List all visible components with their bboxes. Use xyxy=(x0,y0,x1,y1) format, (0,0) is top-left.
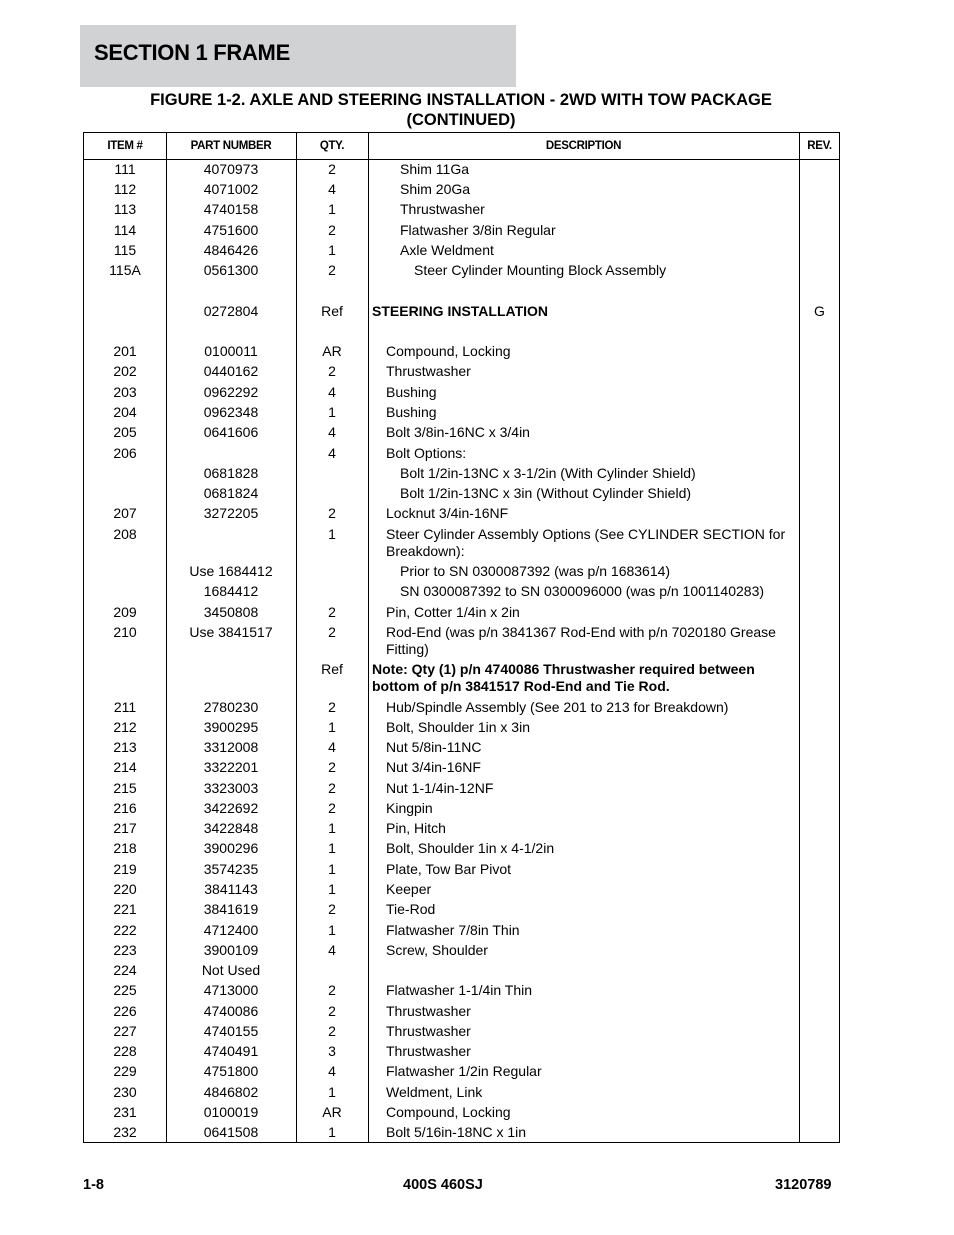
part-number-cell: 0962292 xyxy=(203,384,259,400)
description-cell: Thrustwasher xyxy=(386,363,471,379)
item-cell: 215 xyxy=(113,780,137,796)
part-number-cell: 3422848 xyxy=(203,820,259,836)
part-number-cell: 4751800 xyxy=(203,1063,259,1079)
qty-cell: 1 xyxy=(328,201,336,217)
item-cell: 214 xyxy=(113,759,137,775)
description-cell: Bolt 1/2in-13NC x 3in (Without Cylinder Shield) xyxy=(400,485,692,501)
description-cell: Bolt Options: xyxy=(386,445,467,461)
item-cell: 219 xyxy=(113,861,137,877)
description-cell: Bolt 1/2in-13NC x 3-1/2in (With Cylinder Shield) xyxy=(400,465,696,481)
qty-cell: 4 xyxy=(328,1063,336,1079)
qty-cell: 4 xyxy=(328,384,336,400)
qty-cell: 2 xyxy=(328,505,336,521)
description-cell: Prior to SN 0300087392 (was p/n 1683614) xyxy=(400,563,671,579)
description-cell: Keeper xyxy=(386,881,432,897)
part-number-cell: 4846426 xyxy=(203,242,259,258)
item-cell: 212 xyxy=(113,719,137,735)
part-number-cell: 3900295 xyxy=(203,719,259,735)
item-cell: 111 xyxy=(114,161,136,177)
description-cell: Flatwasher 1/2in Regular xyxy=(386,1063,542,1079)
qty-cell: 2 xyxy=(328,363,336,379)
qty-cell: Ref xyxy=(321,303,343,319)
item-cell: 115A xyxy=(109,262,141,278)
part-number-cell: 3841143 xyxy=(204,881,258,897)
description-cell: Shim 20Ga xyxy=(400,181,471,197)
description-cell: Steer Cylinder Mounting Block Assembly xyxy=(414,262,667,278)
item-cell: 206 xyxy=(113,445,137,461)
item-cell: 202 xyxy=(113,363,137,379)
footer-page-number: 1-8 xyxy=(83,1177,104,1193)
item-cell: 221 xyxy=(113,901,137,917)
part-number-cell: 3312008 xyxy=(203,739,259,755)
item-cell: 210 xyxy=(113,624,137,640)
description-cell: Axle Weldment xyxy=(400,242,494,258)
description-cell: STEERING INSTALLATION xyxy=(372,303,549,319)
part-number-cell: 4740086 xyxy=(203,1003,259,1019)
qty-cell: 4 xyxy=(328,181,336,197)
item-cell: 115 xyxy=(113,242,137,258)
figure-title-line2: (CONTINUED) xyxy=(406,111,516,129)
qty-cell: 2 xyxy=(328,982,336,998)
item-cell: 230 xyxy=(113,1084,137,1100)
description-cell: Thrustwasher xyxy=(386,1003,471,1019)
description-cell: Locknut 3/4in-16NF xyxy=(386,505,509,521)
qty-cell: 3 xyxy=(328,1043,336,1059)
description-cell: Plate, Tow Bar Pivot xyxy=(386,861,512,877)
header-rev: REV. xyxy=(807,140,832,152)
part-number-cell: 3900296 xyxy=(203,840,259,856)
column-divider xyxy=(799,133,800,1142)
description-cell: Note: Qty (1) p/n 4740086 Thrustwasher required between bottom of p/n 3841517 Rod-End and Tie Rod. xyxy=(372,661,755,694)
description-cell: Nut 1-1/4in-12NF xyxy=(386,780,494,796)
part-number-cell: 0681828 xyxy=(203,465,259,481)
section-title: SECTION 1 FRAME xyxy=(94,40,290,65)
qty-cell: 1 xyxy=(328,1084,336,1100)
description-cell: Bushing xyxy=(386,384,437,400)
qty-cell: 2 xyxy=(328,624,336,640)
description-cell: Steer Cylinder Assembly Options (See CYLINDER SECTION for Breakdown): xyxy=(386,526,786,559)
description-cell: Bolt, Shoulder 1in x 4-1/2in xyxy=(386,840,555,856)
item-cell: 114 xyxy=(113,222,137,238)
parts-table xyxy=(83,132,840,1143)
item-cell: 208 xyxy=(113,526,137,542)
qty-cell: 1 xyxy=(328,526,336,542)
description-cell: SN 0300087392 to SN 0300096000 (was p/n 1001140283) xyxy=(400,583,765,599)
item-cell: 209 xyxy=(113,604,137,620)
item-cell: 231 xyxy=(113,1104,137,1120)
qty-cell: 1 xyxy=(328,719,336,735)
description-cell: Compound, Locking xyxy=(386,1104,511,1120)
description-cell: Flatwasher 3/8in Regular xyxy=(400,222,556,238)
item-cell: 220 xyxy=(113,881,137,897)
qty-cell: 2 xyxy=(328,262,336,278)
item-cell: 225 xyxy=(113,982,137,998)
qty-cell: 2 xyxy=(328,1003,336,1019)
qty-cell: 2 xyxy=(328,222,336,238)
part-number-cell: 4740491 xyxy=(203,1043,259,1059)
qty-cell: 1 xyxy=(328,861,336,877)
item-cell: 226 xyxy=(113,1003,137,1019)
qty-cell: 1 xyxy=(328,922,336,938)
item-cell: 224 xyxy=(113,962,137,978)
part-number-cell: 0440162 xyxy=(203,363,259,379)
qty-cell: 2 xyxy=(328,780,336,796)
description-cell: Thrustwasher xyxy=(386,1023,471,1039)
description-cell: Thrustwasher xyxy=(386,1043,471,1059)
description-cell: Bolt, Shoulder 1in x 3in xyxy=(386,719,530,735)
description-cell: Compound, Locking xyxy=(386,343,511,359)
part-number-cell: 4846802 xyxy=(203,1084,259,1100)
part-number-cell: 1684412 xyxy=(203,583,259,599)
item-cell: 211 xyxy=(113,699,137,715)
footer-doc-number: 3120789 xyxy=(775,1177,832,1193)
description-cell: Kingpin xyxy=(386,800,433,816)
header-description: DESCRIPTION xyxy=(545,140,622,152)
description-cell: Bolt 3/8in-16NC x 3/4in xyxy=(386,424,530,440)
qty-cell: AR xyxy=(322,343,342,359)
figure-title-line1: FIGURE 1-2. AXLE AND STEERING INSTALLATION - 2WD WITH TOW PACKAGE xyxy=(150,91,772,109)
rev-cell: G xyxy=(814,303,825,319)
item-cell: 218 xyxy=(113,840,137,856)
qty-cell: AR xyxy=(322,1104,342,1120)
header-item: ITEM # xyxy=(107,140,143,152)
part-number-cell: 0962348 xyxy=(203,404,259,420)
item-cell: 223 xyxy=(113,942,137,958)
item-cell: 229 xyxy=(113,1063,137,1079)
qty-cell: 2 xyxy=(328,161,336,177)
description-cell: Nut 3/4in-16NF xyxy=(386,759,481,775)
qty-cell: 4 xyxy=(328,739,336,755)
description-cell: Nut 5/8in-11NC xyxy=(386,739,482,755)
part-number-cell: 2780230 xyxy=(203,699,259,715)
description-cell: Hub/Spindle Assembly (See 201 to 213 for Breakdown) xyxy=(386,699,729,715)
qty-cell: Ref xyxy=(321,661,343,677)
part-number-cell: Not Used xyxy=(201,962,261,978)
part-number-cell: 3900109 xyxy=(203,942,259,958)
item-cell: 228 xyxy=(113,1043,137,1059)
description-cell: Bolt 5/16in-18NC x 1in xyxy=(386,1124,527,1140)
part-number-cell: 3272205 xyxy=(203,505,259,521)
part-number-cell: 0641508 xyxy=(203,1124,259,1140)
item-cell: 112 xyxy=(113,181,137,197)
qty-cell: 4 xyxy=(328,424,336,440)
header-part-number: PART NUMBER xyxy=(190,140,272,152)
qty-cell: 2 xyxy=(328,604,336,620)
qty-cell: 2 xyxy=(328,759,336,775)
description-cell: Flatwasher 7/8in Thin xyxy=(386,922,520,938)
description-cell: Shim 11Ga xyxy=(400,161,469,177)
qty-cell: 4 xyxy=(328,445,336,461)
item-cell: 222 xyxy=(113,922,137,938)
description-cell: Screw, Shoulder xyxy=(386,942,488,958)
item-cell: 213 xyxy=(113,739,137,755)
item-cell: 203 xyxy=(113,384,137,400)
part-number-cell: 4713000 xyxy=(203,982,259,998)
part-number-cell: 0272804 xyxy=(203,303,259,319)
part-number-cell: 3574235 xyxy=(203,861,259,877)
qty-cell: 1 xyxy=(328,820,336,836)
qty-cell: 1 xyxy=(328,881,336,897)
qty-cell: 2 xyxy=(328,1023,336,1039)
description-cell: Thrustwasher xyxy=(400,201,485,217)
figure-title xyxy=(80,90,842,130)
part-number-cell: 3322201 xyxy=(203,759,259,775)
part-number-cell: 3323003 xyxy=(203,780,259,796)
header-qty: QTY. xyxy=(319,140,345,152)
part-number-cell: 4740158 xyxy=(203,201,259,217)
part-number-cell: 4070973 xyxy=(203,161,259,177)
qty-cell: 1 xyxy=(328,404,336,420)
part-number-cell: 3841619 xyxy=(203,901,259,917)
part-number-cell: 4712400 xyxy=(203,922,259,938)
part-number-cell: 3450808 xyxy=(203,604,259,620)
part-number-cell: 0561300 xyxy=(203,262,259,278)
qty-cell: 4 xyxy=(328,942,336,958)
qty-cell: 1 xyxy=(328,1124,336,1140)
qty-cell: 1 xyxy=(328,242,336,258)
item-cell: 207 xyxy=(113,505,137,521)
item-cell: 205 xyxy=(113,424,137,440)
part-number-cell: Use 1684412 xyxy=(189,563,273,579)
footer-model: 400S 460SJ xyxy=(403,1177,483,1193)
part-number-cell: 0100011 xyxy=(204,343,258,359)
part-number-cell: 4071002 xyxy=(203,181,259,197)
qty-cell: 2 xyxy=(328,699,336,715)
part-number-cell: 3422692 xyxy=(203,800,259,816)
qty-cell: 2 xyxy=(328,901,336,917)
description-cell: Pin, Cotter 1/4in x 2in xyxy=(386,604,520,620)
item-cell: 113 xyxy=(113,201,137,217)
description-cell: Weldment, Link xyxy=(386,1084,483,1100)
item-cell: 201 xyxy=(113,343,137,359)
item-cell: 204 xyxy=(113,404,137,420)
item-cell: 232 xyxy=(113,1124,137,1140)
qty-cell: 1 xyxy=(328,840,336,856)
part-number-cell: 0681824 xyxy=(203,485,259,501)
item-cell: 217 xyxy=(113,820,137,836)
item-cell: 227 xyxy=(113,1023,137,1039)
description-cell: Rod-End (was p/n 3841367 Rod-End with p/n 7020180 Grease Fitting) xyxy=(386,624,776,657)
description-cell: Tie-Rod xyxy=(386,901,436,917)
item-cell: 216 xyxy=(113,800,137,816)
part-number-cell: 0641606 xyxy=(203,424,259,440)
description-cell: Flatwasher 1-1/4in Thin xyxy=(386,982,533,998)
header-divider xyxy=(84,159,839,160)
description-cell: Bushing xyxy=(386,404,437,420)
part-number-cell: 4751600 xyxy=(203,222,259,238)
part-number-cell: Use 3841517 xyxy=(189,624,273,640)
part-number-cell: 4740155 xyxy=(203,1023,259,1039)
part-number-cell: 0100019 xyxy=(203,1104,259,1120)
qty-cell: 2 xyxy=(328,800,336,816)
description-cell: Pin, Hitch xyxy=(386,820,446,836)
